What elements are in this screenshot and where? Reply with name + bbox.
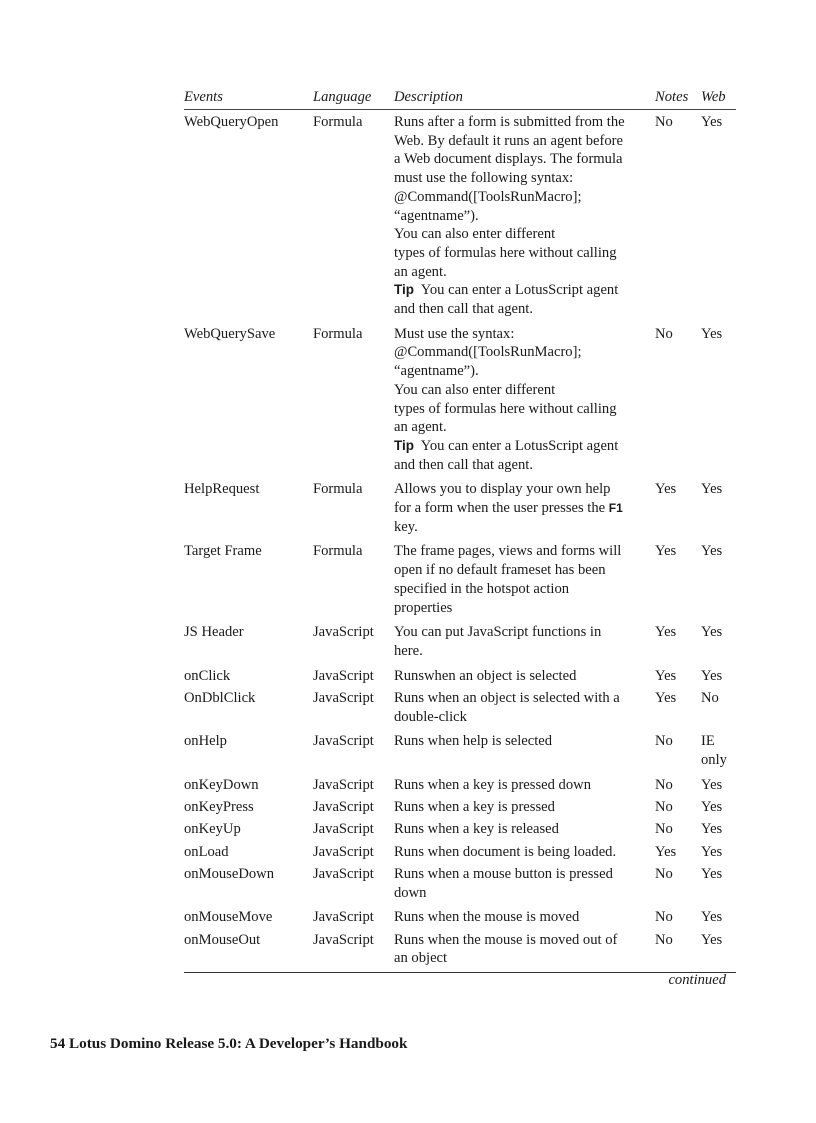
page-footer: 54 Lotus Domino Release 5.0: A Developer’s Handbook: [50, 1035, 408, 1052]
event-cell: WebQueryOpen: [184, 114, 279, 130]
table-row: [184, 325, 736, 481]
description-line: Allows you to display your own help: [394, 481, 611, 498]
event-cell: onMouseMove: [184, 909, 273, 926]
description-line: [394, 499, 655, 518]
notes-cell: No: [655, 799, 673, 816]
language-cell: JavaScript: [313, 843, 374, 860]
header-description: Description: [394, 88, 463, 105]
description-cell: [394, 776, 655, 795]
description-line: double-click: [394, 708, 467, 725]
header-language: Language: [313, 88, 372, 105]
tip-text: and then call that agent.: [394, 301, 533, 318]
description-line: here.: [394, 642, 423, 659]
description-line: a Web document displays. The formula: [394, 151, 623, 168]
event-cell: onClick: [184, 667, 231, 684]
web-cell: Yes: [701, 931, 723, 948]
event-cell: HelpRequest: [184, 481, 260, 498]
table-row: [184, 843, 736, 865]
table-body: [184, 110, 736, 972]
key-label: F1: [608, 501, 623, 516]
notes-cell: No: [655, 909, 673, 926]
notes-cell: Yes: [655, 543, 677, 560]
event-cell: onMouseDown: [184, 865, 274, 882]
notes-cell: Yes: [655, 667, 677, 684]
description-line: must use the following syntax:: [394, 170, 574, 187]
tip-line: [394, 281, 655, 300]
description-cell: [394, 480, 655, 536]
web-cell: Yes: [701, 325, 723, 342]
table-row: [184, 689, 736, 732]
event-cell: JS Header: [184, 624, 244, 641]
tip-text: and then call that agent.: [394, 456, 533, 473]
language-cell: JavaScript: [313, 776, 374, 793]
language-cell: JavaScript: [313, 931, 374, 948]
notes-cell: Yes: [655, 481, 677, 498]
description-cell: [394, 113, 655, 319]
event-cell: Target Frame: [184, 543, 262, 560]
event-cell: onMouseOut: [184, 931, 261, 948]
web-cell: Yes: [701, 543, 723, 560]
description-line: Runs when a key is released: [394, 821, 559, 838]
tip-text: You can enter a LotusScript agent: [420, 282, 619, 299]
language-cell: JavaScript: [313, 667, 374, 684]
description-line: Web. By default it runs an agent before: [394, 132, 624, 149]
event-cell: onKeyPress: [184, 799, 254, 816]
web-cell: Yes: [701, 481, 723, 498]
description-line: Runswhen an object is selected: [394, 667, 577, 684]
event-cell: OnDblClick: [184, 689, 256, 706]
tip-label: Tip: [394, 437, 414, 453]
language-cell: JavaScript: [313, 733, 374, 750]
description-line: key.: [394, 518, 418, 535]
description-line: Must use the syntax:: [394, 325, 515, 342]
language-cell: Formula: [313, 543, 363, 560]
description-line: an object: [394, 950, 448, 967]
description-line: “agentname”).: [394, 363, 479, 380]
description-line: Runs when an object is selected with a: [394, 689, 620, 706]
language-cell: Formula: [313, 114, 363, 130]
language-cell: JavaScript: [313, 821, 374, 838]
web-cell: Yes: [701, 843, 723, 860]
description-line: You can also enter different: [394, 226, 556, 243]
web-cell: Yes: [701, 865, 723, 882]
description-line: an agent.: [394, 263, 447, 280]
description-cell: [394, 798, 655, 817]
tip-line: [394, 437, 655, 456]
table-row: [184, 798, 736, 820]
table-header: [184, 85, 736, 109]
language-cell: JavaScript: [313, 624, 374, 641]
description-line: You can put JavaScript functions in: [394, 624, 602, 641]
description-cell: [394, 843, 655, 862]
table-row: [184, 667, 736, 689]
table-row: [184, 931, 736, 972]
table-row: [184, 480, 736, 542]
description-line: properties: [394, 599, 453, 616]
header-events: Events: [184, 88, 223, 105]
description-line: The frame pages, views and forms will: [394, 543, 622, 560]
description-line: types of formulas here without calling: [394, 400, 617, 417]
tip-line: [394, 456, 655, 475]
event-cell: onKeyUp: [184, 821, 241, 838]
language-cell: JavaScript: [313, 689, 374, 706]
description-text: for a form when the user presses the: [394, 500, 606, 517]
language-cell: JavaScript: [313, 799, 374, 816]
description-line: Runs when a key is pressed: [394, 799, 555, 816]
table-row: [184, 113, 736, 325]
continued-label: continued: [668, 972, 726, 988]
event-cell: onHelp: [184, 733, 227, 750]
notes-cell: No: [655, 931, 673, 948]
description-line: Runs when the mouse is moved: [394, 909, 580, 926]
web-cell: No: [701, 689, 719, 706]
event-cell: onKeyDown: [184, 776, 259, 793]
language-cell: Formula: [313, 325, 363, 342]
table-row: [184, 908, 736, 930]
web-cell: Yes: [701, 114, 723, 130]
description-cell: [394, 865, 655, 902]
description-line: Runs when help is selected: [394, 733, 553, 750]
language-cell: JavaScript: [313, 909, 374, 926]
table-row: [184, 820, 736, 842]
description-cell: [394, 689, 655, 726]
description-line: an agent.: [394, 419, 447, 436]
description-line: down: [394, 884, 427, 901]
web-cell: IE only: [701, 733, 727, 769]
description-line: Runs when a key is pressed down: [394, 776, 591, 793]
web-cell: Yes: [701, 821, 723, 838]
web-cell: Yes: [701, 799, 723, 816]
notes-cell: No: [655, 325, 673, 342]
language-cell: Formula: [313, 481, 363, 498]
notes-cell: Yes: [655, 843, 677, 860]
description-line: @Command([ToolsRunMacro];: [394, 344, 582, 361]
header-notes: Notes: [655, 88, 689, 105]
web-cell: Yes: [701, 624, 723, 641]
notes-cell: Yes: [655, 689, 677, 706]
description-cell: [394, 908, 655, 927]
events-table: [184, 85, 736, 973]
description-line: You can also enter different: [394, 381, 556, 398]
description-line: specified in the hotspot action: [394, 580, 570, 597]
table-row: [184, 732, 736, 775]
notes-cell: No: [655, 821, 673, 838]
tip-line: [394, 300, 655, 319]
description-line: @Command([ToolsRunMacro];: [394, 188, 582, 205]
web-cell: Yes: [701, 667, 723, 684]
notes-cell: No: [655, 114, 673, 130]
description-line: Runs when document is being loaded.: [394, 843, 617, 860]
description-line: Runs when the mouse is moved out of: [394, 931, 618, 948]
table-row: [184, 542, 736, 623]
description-cell: [394, 325, 655, 475]
description-line: Runs after a form is submitted from the: [394, 114, 625, 130]
table-row: [184, 776, 736, 798]
web-cell: Yes: [701, 776, 723, 793]
description-cell: [394, 667, 655, 686]
notes-cell: No: [655, 865, 673, 882]
tip-text: You can enter a LotusScript agent: [420, 437, 619, 454]
description-line: Runs when a mouse button is pressed: [394, 865, 613, 882]
description-line: open if no default frameset has been: [394, 562, 606, 579]
web-cell: Yes: [701, 909, 723, 926]
language-cell: JavaScript: [313, 865, 374, 882]
description-cell: [394, 820, 655, 839]
table-row: [184, 865, 736, 908]
notes-cell: No: [655, 733, 673, 750]
description-cell: [394, 623, 655, 660]
event-cell: WebQuerySave: [184, 325, 276, 342]
notes-cell: Yes: [655, 624, 677, 641]
tip-label: Tip: [394, 282, 414, 298]
table-row: [184, 623, 736, 666]
header-web: Web: [701, 88, 726, 105]
description-cell: [394, 732, 655, 769]
description-line: “agentname”).: [394, 207, 479, 224]
description-line: types of formulas here without calling: [394, 244, 617, 261]
event-cell: onLoad: [184, 843, 229, 860]
notes-cell: No: [655, 776, 673, 793]
description-cell: [394, 542, 655, 617]
description-cell: [394, 931, 655, 968]
